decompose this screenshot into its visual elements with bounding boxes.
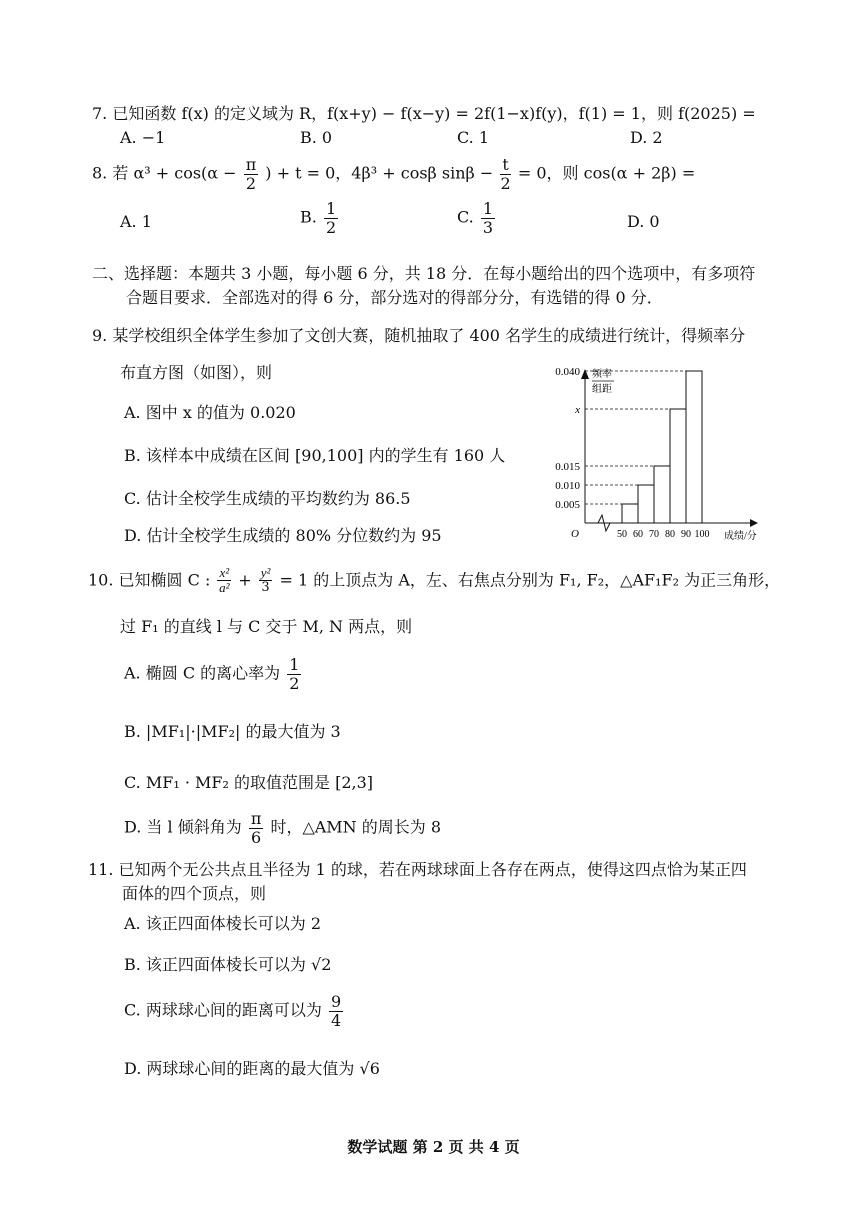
q8-t-over-2 <box>500 156 510 192</box>
x-tick-label: 70 <box>649 529 659 540</box>
q10-plus: + <box>238 570 252 590</box>
q10-frac1-num: x² <box>219 565 230 580</box>
y-tick-label: x <box>575 404 580 416</box>
q11-option-c-pre: C. 两球球心间的距离可以为 <box>124 1000 322 1020</box>
q10-option-d-num: π <box>250 809 262 828</box>
q8-option-a: A. 1 <box>120 212 152 231</box>
q11-option-c <box>124 993 345 1029</box>
q8-stem-part-a: 8. 若 α³ + cos(α − <box>92 163 237 183</box>
q10-frac2-den: 3 <box>261 580 270 596</box>
q10-line1-part-a: 10. 已知椭圆 C : <box>88 570 211 590</box>
y-tick-label: 0.010 <box>555 480 580 492</box>
x-axis-arrow <box>750 519 758 527</box>
histogram-bar <box>654 466 670 523</box>
origin-label: O <box>571 528 579 540</box>
histogram-bar <box>622 504 638 523</box>
q9-option-d: D. 估计全校学生成绩的 80% 分位数约为 95 <box>124 526 442 545</box>
q9-option-a: A. 图中 x 的值为 0.020 <box>124 403 296 422</box>
x-tick-label: 80 <box>665 529 675 540</box>
y-axis-arrow <box>581 369 589 379</box>
q11-option-c-frac <box>329 993 343 1029</box>
q10-x2-over-a2 <box>217 566 231 596</box>
q8-option-d: D. 0 <box>627 212 660 231</box>
q8-frac2-num: t <box>502 155 509 174</box>
q10-option-b: B. |MF₁|·|MF₂| 的最大值为 3 <box>124 722 341 741</box>
q10-option-d-frac <box>249 810 264 846</box>
x-axis-label: 成绩/分 <box>724 531 757 542</box>
q11-line2: 面体的四个顶点，则 <box>122 884 267 903</box>
section2-line1: 二、选择题：本题共 3 小题，每小题 6 分，共 18 分．在每小题给出的四个选项中，有多项符 <box>92 264 756 283</box>
x-tick-label: 100 <box>694 529 710 540</box>
q8-stem <box>92 156 695 192</box>
q10-option-d-post: 时，△AMN 的周长为 8 <box>270 817 442 837</box>
q9-option-c: C. 估计全校学生成绩的平均数约为 86.5 <box>124 489 411 508</box>
q10-line1-part-b: = 1 的上顶点为 A，左、右焦点分别为 F₁, F₂，△AF₁F₂ 为正三角形， <box>279 570 781 590</box>
x-tick-label: 50 <box>617 529 627 540</box>
q8-option-b-num: 1 <box>325 199 337 218</box>
histogram-bar <box>670 409 686 523</box>
q8-frac-num: π <box>245 155 257 174</box>
q10-y2-over-3 <box>259 566 273 596</box>
q10-option-d <box>124 810 441 846</box>
q8-option-b <box>300 200 340 236</box>
q8-option-c-label: C. <box>457 207 474 227</box>
q8-option-b-den: 2 <box>325 217 337 237</box>
q10-option-c: C. MF₁ · MF₂ 的取值范围是 [2,3] <box>124 773 374 792</box>
q7-stem: 7. 已知函数 f(x) 的定义域为 R，f(x+y) − f(x−y) = 2f(1−x)f(y)，f(1) = 1，则 f(2025) = <box>92 104 756 123</box>
q8-option-b-label: B. <box>300 207 317 227</box>
q10-line1 <box>88 566 780 596</box>
q11-option-a: A. 该正四面体棱长可以为 2 <box>124 914 321 933</box>
q8-option-c-den: 3 <box>482 217 494 237</box>
y-tick-label: 0.005 <box>555 499 580 511</box>
q10-option-a <box>124 656 303 692</box>
q11-option-b: B. 该正四面体棱长可以为 √2 <box>124 955 332 974</box>
q11-option-d: D. 两球球心间的距离的最大值为 √6 <box>124 1059 380 1078</box>
q8-stem-part-c: = 0，则 cos(α + 2β) = <box>517 163 696 183</box>
q10-option-d-pre: D. 当 l 倾斜角为 <box>124 817 242 837</box>
y-tick-label: 0.015 <box>555 461 580 473</box>
q10-option-d-den: 6 <box>250 827 262 847</box>
q9-line1: 9. 某学校组织全体学生参加了文创大赛，随机抽取了 400 名学生的成绩进行统计，得频率分 <box>92 326 746 345</box>
q10-option-a-frac <box>287 656 301 692</box>
q10-option-a-text: A. 椭圆 C 的离心率为 <box>124 663 281 683</box>
q7-option-c: C. 1 <box>457 128 490 147</box>
q10-option-a-num: 1 <box>289 655 300 674</box>
q9-line2: 布直方图（如图），则 <box>120 363 273 382</box>
q8-pi-over-2 <box>244 156 259 192</box>
q10-frac2-num: y² <box>260 565 271 580</box>
y-axis-label-bottom: 组距 <box>592 384 612 395</box>
q8-option-c <box>457 200 497 236</box>
y-axis-label-top: 频率 <box>592 369 612 380</box>
q7-option-d: D. 2 <box>630 128 663 147</box>
q8-option-b-frac <box>324 200 338 236</box>
histogram-bar <box>686 371 702 523</box>
q8-option-c-num: 1 <box>482 199 494 218</box>
q9-option-b: B. 该样本中成绩在区间 [90,100] 内的学生有 160 人 <box>124 446 506 465</box>
page-footer: 数学试题 第 2 页 共 4 页 <box>347 1138 520 1156</box>
q11-option-c-den: 4 <box>330 1010 342 1030</box>
frequency-histogram <box>540 365 765 550</box>
x-tick-label: 90 <box>681 529 691 540</box>
q8-frac2-den: 2 <box>500 173 511 193</box>
q8-option-c-frac <box>481 200 495 236</box>
q7-option-b: B. 0 <box>300 128 333 147</box>
q10-line2: 过 F₁ 的直线 l 与 C 交于 M, N 两点，则 <box>120 617 413 636</box>
x-tick-label: 60 <box>633 529 643 540</box>
q8-frac-den: 2 <box>245 173 257 193</box>
q11-line1: 11. 已知两个无公共点且半径为 1 的球，若在两球球面上各存在两点，使得这四点恰为某正四 <box>88 860 747 879</box>
q11-option-c-num: 9 <box>330 992 342 1011</box>
q10-frac1-den: a² <box>219 580 230 596</box>
q8-stem-part-b: ) + t = 0，4β³ + cosβ sinβ − <box>265 163 494 183</box>
q7-option-a: A. −1 <box>120 128 166 147</box>
y-tick-label: 0.040 <box>555 366 580 378</box>
histogram-bar <box>638 485 654 523</box>
q10-option-a-den: 2 <box>289 673 300 693</box>
section2-line2: 合题目要求．全部选对的得 6 分，部分选对的得部分分，有选错的得 0 分． <box>126 288 663 307</box>
